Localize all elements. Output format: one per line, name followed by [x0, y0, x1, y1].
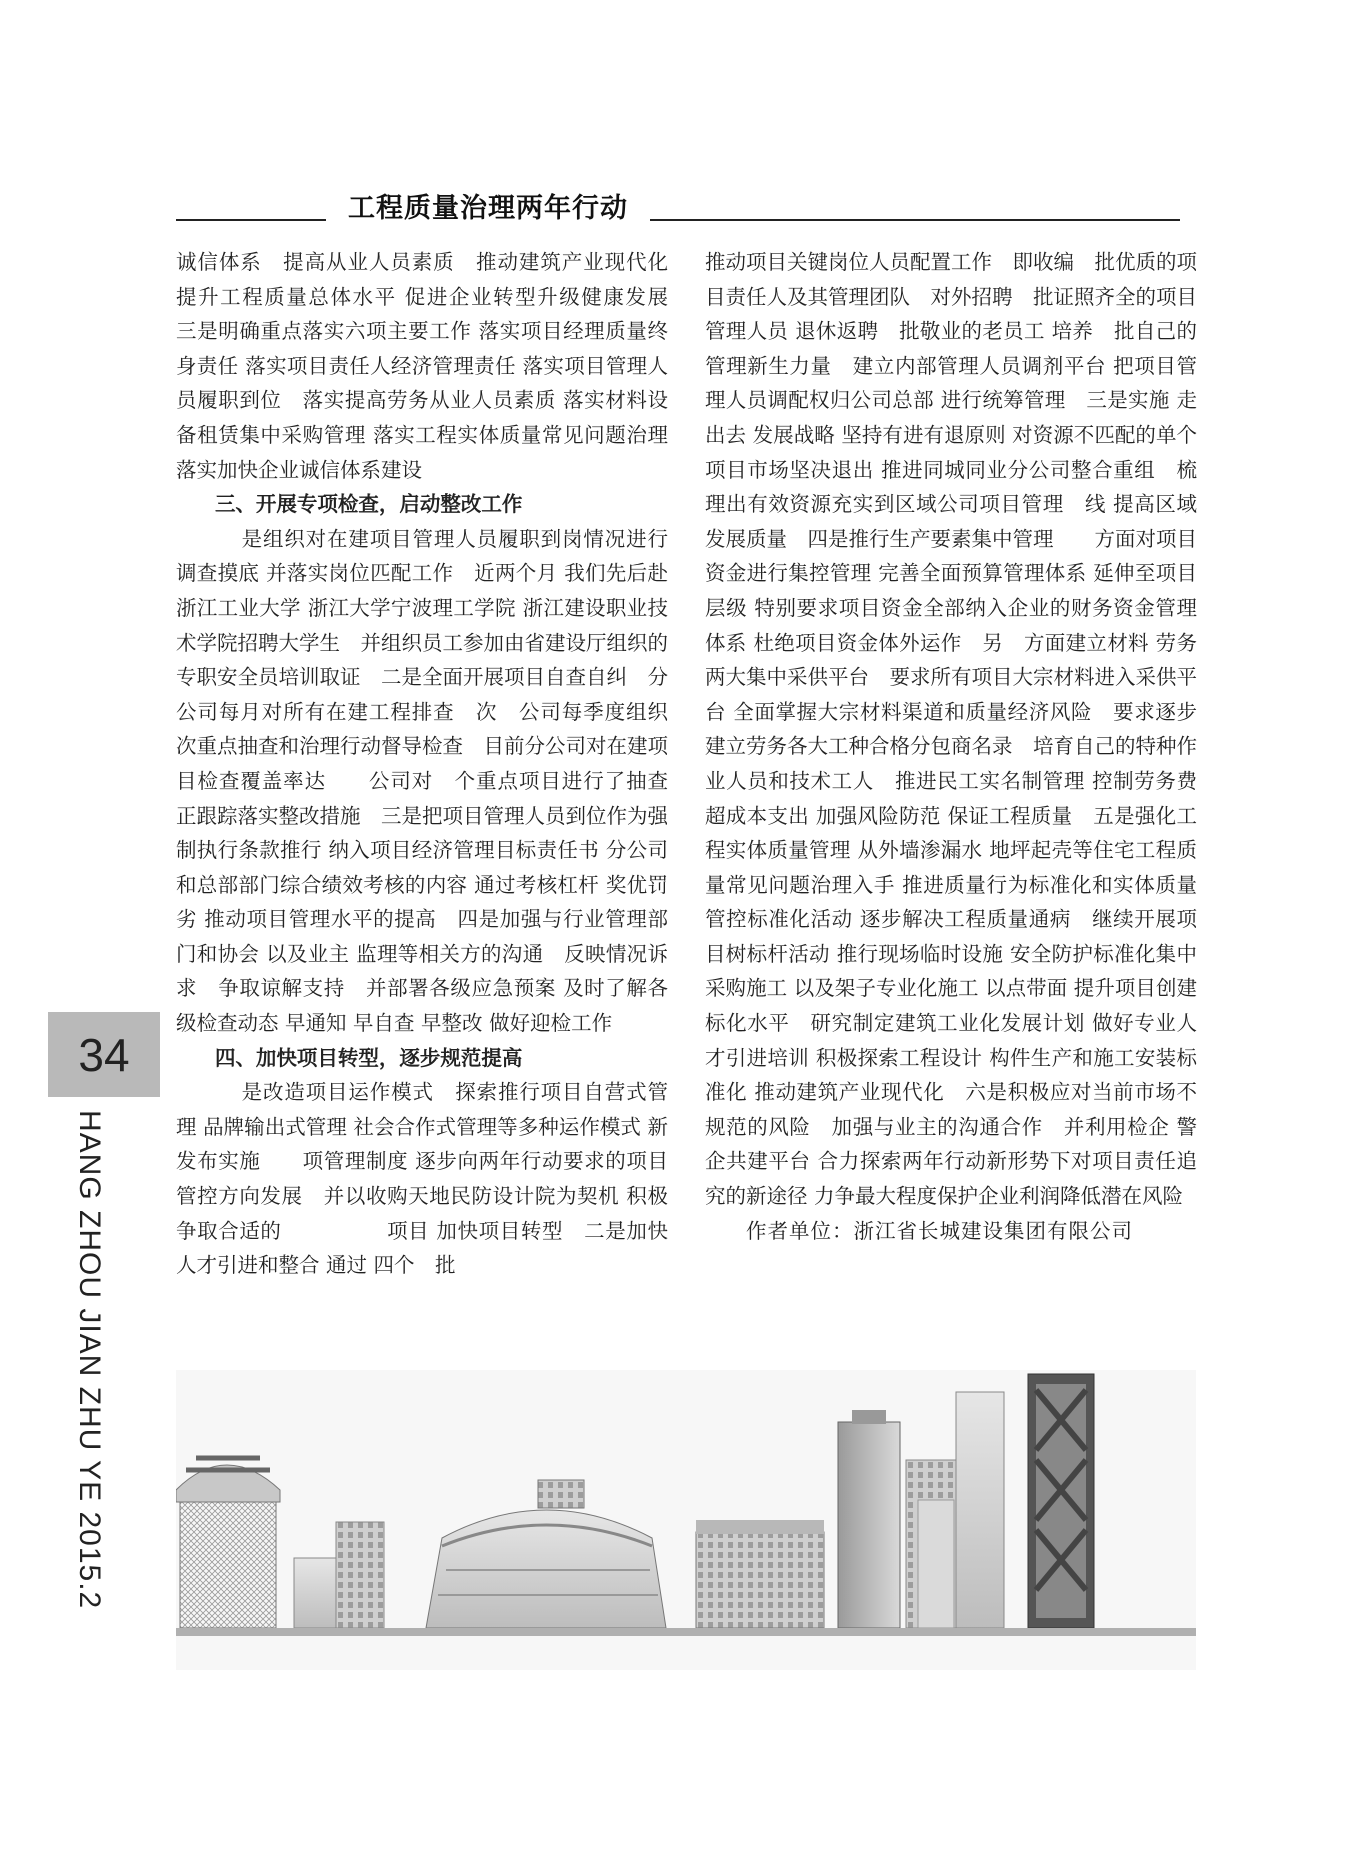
- left-column: [176, 245, 689, 1283]
- publication-vertical-title: HANG ZHOU JIAN ZHU YE 2015.2: [73, 1110, 106, 1610]
- tower-dark: [838, 1410, 900, 1628]
- paragraph: 诚信体系 提高从业人员素质 推动建筑产业现代化 提升工程质量总体水平 促进企业转型升级健康发展 三是明确重点落实六项主要工作 落实项目经理质量终身责任 落实项目责任人经济管理责任 落实项目管理人员履职到位 落实提高劳务从业人员素质 落实材料设备租赁集中采购管理 落实工程实体质量常见问题治理 落实加快企业诚信体系建设: [176, 250, 689, 482]
- steel-frame-tower: [1028, 1374, 1094, 1628]
- header-rule-right: [650, 219, 1180, 221]
- section-heading: 四、加快项目转型，逐步规范提高: [214, 1045, 523, 1070]
- author-byline: 作者单位：浙江省长城建设集团有限公司: [746, 1218, 1133, 1243]
- paragraph: 是改造项目运作模式 探索推行项目自营式管理 品牌输出式管理 社会合作式管理等多种运作模式 新发布实施 项管理制度 逐步向两年行动要求的项目管控方向发展 并以收购天地民防设计院为契机 积极争取合适的 项目 加快项目转型 二是加快人才引进和整合 通过 四个 批: [176, 1080, 668, 1278]
- right-column: [705, 245, 1197, 1248]
- header-rule-left: [176, 219, 326, 221]
- section-title: 工程质量治理两年行动: [348, 193, 628, 224]
- paragraph: 推动项目关键岗位人员配置工作 即收编 批优质的项目责任人及其管理团队 对外招聘 批证照齐全的项目管理人员 退休返聘 批敬业的老员工 培养 批自己的管理新生力量 建立内部管理人员调剂平台 把项目管理人员调配权归公司总部 进行统筹管理 三是实施 走出去 发展战略 坚持有进有退原则 对资源不匹配的单个项目市场坚决退出 推进同城同业分公司整合重组 梳理出有效资源充实到区域公司项目管理 线 提高区域发展质量 四是推行生产要素集中管理 方面对项目资金进行集控管理 完善全面预算管理体系 延伸至项目层级 特别要求项目资金全部纳入企业的财务资金管理体系 杜绝项目资金体外运作 另 方面建立材料 劳务两大集中采供平台 要求所有项目大宗材料进入采供平台 全面掌握大宗材料渠道和质量经济风险 要求逐步建立劳务各大工种合格分包商名录 培育自己的特种作业人员和技术工人 推进民工实名制管理 控制劳务费超成本支出 加强风险防范 保证工程质量 五是强化工程实体质量管理 从外墙渗漏水 地坪起壳等住宅工程质量常见问题治理入手 推进质量行为标准化和实体质量管控标准化活动 逐步解决工程质量通病 继续开展项目树标杆活动 推行现场临时设施 安全防护标准化集中采购施工 以及架子专业化施工 以点带面 提升项目创建标化水平 研究制定建筑工业化发展计划 做好专业人才引进培训 积极探索工程设计 构件生产和施工安装标准化 推动建筑产业现代化 六是积极应对当前市场不规范的风险 加强与业主的沟通合作 并利用检企 警企共建平台 合力探索两年行动新形势下对项目责任追究的新途径 力争最大程度保护企业利润降低潜在风险: [705, 250, 1197, 1209]
- page-number-box: [48, 1012, 160, 1097]
- section-heading: 三、开展专项检查，启动整改工作: [214, 492, 523, 517]
- paragraph: 是组织对在建项目管理人员履职到岗情况进行调查摸底 并落实岗位匹配工作 近两个月 我们先后赴浙江工业大学 浙江大学宁波理工学院 浙江建设职业技术学院招聘大学生 并组织员工参加由省建设厅组织的专职安全员培训取证 二是全面开展项目自查自纠 分公司每月对所有在建工程排查 次 公司每季度组织 次重点抽查和治理行动督导检查 目前分公司对在建项目检查覆盖率达 公司对 个重点项目进行了抽查 正跟踪落实整改措施 三是把项目管理人员到位作为强制执行条款推行 纳入项目经济管理目标责任书 分公司和总部部门综合绩效考核的内容 通过考核杠杆 奖优罚劣 推动项目管理水平的提高 四是加强与行业管理部门和协会 以及业主 监理等相关方的沟通 反映情况诉求 争取谅解支持 并部署各级应急预案 及时了解各级检查动态 早通知 早自查 早整改 做好迎检工作: [176, 526, 689, 1036]
- city-skyline-illustration: [176, 1370, 1196, 1670]
- page-number: 34: [78, 1028, 130, 1081]
- pavilion-building: [176, 1458, 280, 1628]
- office-block: [696, 1520, 824, 1628]
